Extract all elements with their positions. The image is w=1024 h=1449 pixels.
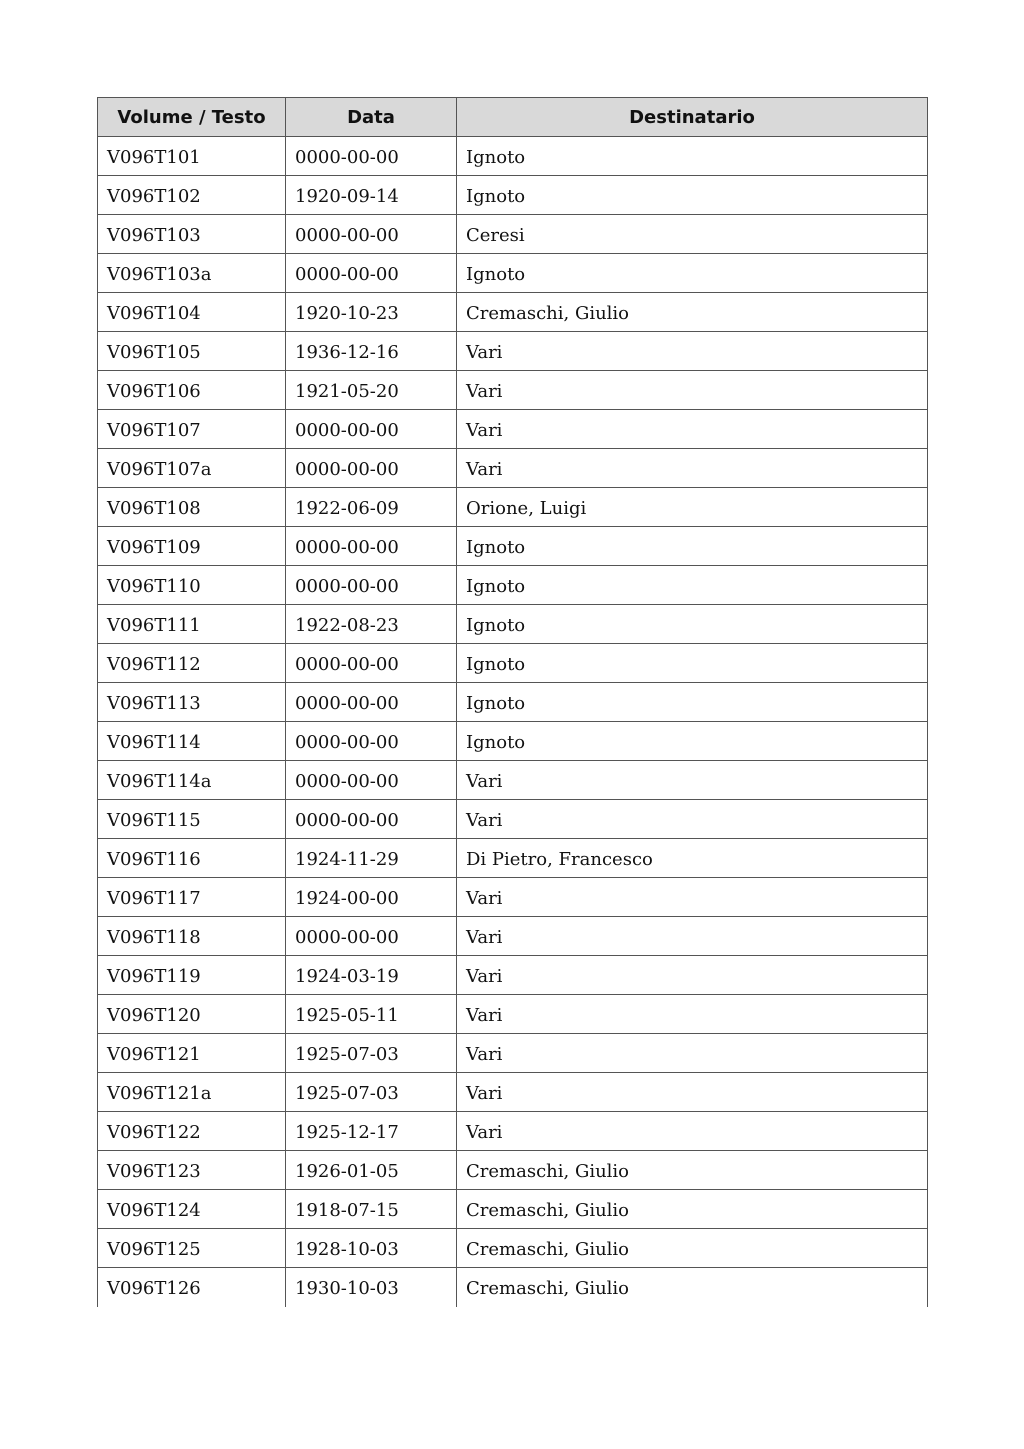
cell-destinatario: Vari	[457, 410, 928, 449]
cell-destinatario: Di Pietro, Francesco	[457, 839, 928, 878]
cell-volume-testo: V096T107	[98, 410, 286, 449]
cell-destinatario: Vari	[457, 878, 928, 917]
cell-destinatario: Ignoto	[457, 527, 928, 566]
cell-volume-testo: V096T118	[98, 917, 286, 956]
table-row	[98, 1229, 928, 1268]
cell-data: 1926-01-05	[286, 1151, 457, 1190]
cell-volume-testo: V096T103	[98, 215, 286, 254]
cell-destinatario: Vari	[457, 1034, 928, 1073]
table-row	[98, 527, 928, 566]
cell-volume-testo: V096T110	[98, 566, 286, 605]
cell-data: 0000-00-00	[286, 761, 457, 800]
cell-volume-testo: V096T120	[98, 995, 286, 1034]
table-row	[98, 956, 928, 995]
cell-volume-testo: V096T123	[98, 1151, 286, 1190]
table-row	[98, 449, 928, 488]
cell-volume-testo: V096T117	[98, 878, 286, 917]
cell-volume-testo: V096T101	[98, 137, 286, 176]
cell-destinatario: Cremaschi, Giulio	[457, 1229, 928, 1268]
table-row	[98, 722, 928, 761]
cell-destinatario: Vari	[457, 956, 928, 995]
table-row	[98, 566, 928, 605]
cell-data: 1930-10-03	[286, 1268, 457, 1307]
cell-volume-testo: V096T113	[98, 683, 286, 722]
table-row	[98, 878, 928, 917]
cell-volume-testo: V096T116	[98, 839, 286, 878]
cell-data: 0000-00-00	[286, 254, 457, 293]
table-body	[98, 137, 928, 1307]
header-destinatario: Destinatario	[457, 98, 928, 137]
table-row	[98, 605, 928, 644]
table-header	[98, 98, 928, 137]
cell-data: 1925-07-03	[286, 1073, 457, 1112]
cell-volume-testo: V096T122	[98, 1112, 286, 1151]
cell-volume-testo: V096T115	[98, 800, 286, 839]
cell-destinatario: Ignoto	[457, 644, 928, 683]
cell-destinatario: Cremaschi, Giulio	[457, 1268, 928, 1307]
table-row	[98, 644, 928, 683]
table-row	[98, 410, 928, 449]
table-row	[98, 1073, 928, 1112]
cell-data: 1920-09-14	[286, 176, 457, 215]
cell-data: 1920-10-23	[286, 293, 457, 332]
cell-volume-testo: V096T126	[98, 1268, 286, 1307]
cell-destinatario: Vari	[457, 1112, 928, 1151]
cell-destinatario: Ignoto	[457, 605, 928, 644]
cell-destinatario: Orione, Luigi	[457, 488, 928, 527]
cell-data: 1925-12-17	[286, 1112, 457, 1151]
cell-volume-testo: V096T114	[98, 722, 286, 761]
cell-data: 1924-11-29	[286, 839, 457, 878]
cell-destinatario: Cremaschi, Giulio	[457, 1151, 928, 1190]
cell-data: 1918-07-15	[286, 1190, 457, 1229]
cell-volume-testo: V096T124	[98, 1190, 286, 1229]
table-row	[98, 1190, 928, 1229]
cell-destinatario: Ignoto	[457, 683, 928, 722]
cell-volume-testo: V096T103a	[98, 254, 286, 293]
table-row	[98, 761, 928, 800]
cell-destinatario: Ignoto	[457, 254, 928, 293]
cell-volume-testo: V096T119	[98, 956, 286, 995]
table-row	[98, 800, 928, 839]
cell-destinatario: Vari	[457, 800, 928, 839]
cell-destinatario: Ignoto	[457, 566, 928, 605]
cell-destinatario: Vari	[457, 995, 928, 1034]
table-row	[98, 1268, 928, 1307]
header-volume-testo: Volume / Testo	[98, 98, 286, 137]
cell-volume-testo: V096T104	[98, 293, 286, 332]
cell-data: 0000-00-00	[286, 137, 457, 176]
table-row	[98, 215, 928, 254]
cell-volume-testo: V096T106	[98, 371, 286, 410]
cell-data: 0000-00-00	[286, 644, 457, 683]
header-row	[98, 98, 928, 137]
cell-data: 0000-00-00	[286, 917, 457, 956]
cell-data: 1925-05-11	[286, 995, 457, 1034]
cell-destinatario: Ceresi	[457, 215, 928, 254]
cell-volume-testo: V096T105	[98, 332, 286, 371]
table-row	[98, 137, 928, 176]
cell-data: 1936-12-16	[286, 332, 457, 371]
cell-data: 0000-00-00	[286, 215, 457, 254]
cell-volume-testo: V096T111	[98, 605, 286, 644]
cell-destinatario: Ignoto	[457, 176, 928, 215]
cell-volume-testo: V096T114a	[98, 761, 286, 800]
table-row	[98, 917, 928, 956]
cell-destinatario: Cremaschi, Giulio	[457, 293, 928, 332]
cell-data: 0000-00-00	[286, 722, 457, 761]
letters-table	[97, 97, 928, 1307]
cell-destinatario: Cremaschi, Giulio	[457, 1190, 928, 1229]
cell-volume-testo: V096T102	[98, 176, 286, 215]
cell-data: 1921-05-20	[286, 371, 457, 410]
table-row	[98, 293, 928, 332]
cell-volume-testo: V096T109	[98, 527, 286, 566]
table-row	[98, 371, 928, 410]
cell-destinatario: Vari	[457, 449, 928, 488]
cell-volume-testo: V096T121a	[98, 1073, 286, 1112]
table-row	[98, 683, 928, 722]
cell-volume-testo: V096T108	[98, 488, 286, 527]
cell-data: 0000-00-00	[286, 683, 457, 722]
cell-data: 1928-10-03	[286, 1229, 457, 1268]
table-row	[98, 995, 928, 1034]
header-data: Data	[286, 98, 457, 137]
cell-destinatario: Vari	[457, 332, 928, 371]
cell-destinatario: Vari	[457, 761, 928, 800]
cell-destinatario: Vari	[457, 371, 928, 410]
cell-data: 1922-08-23	[286, 605, 457, 644]
cell-destinatario: Ignoto	[457, 137, 928, 176]
table-row	[98, 488, 928, 527]
table-row	[98, 176, 928, 215]
cell-volume-testo: V096T112	[98, 644, 286, 683]
cell-volume-testo: V096T125	[98, 1229, 286, 1268]
cell-data: 0000-00-00	[286, 800, 457, 839]
cell-data: 1924-00-00	[286, 878, 457, 917]
cell-data: 0000-00-00	[286, 449, 457, 488]
cell-destinatario: Vari	[457, 1073, 928, 1112]
cell-data: 0000-00-00	[286, 566, 457, 605]
cell-destinatario: Vari	[457, 917, 928, 956]
cell-data: 1925-07-03	[286, 1034, 457, 1073]
table-row	[98, 1034, 928, 1073]
cell-volume-testo: V096T107a	[98, 449, 286, 488]
table-row	[98, 839, 928, 878]
cell-data: 1922-06-09	[286, 488, 457, 527]
cell-destinatario: Ignoto	[457, 722, 928, 761]
cell-data: 0000-00-00	[286, 527, 457, 566]
cell-data: 0000-00-00	[286, 410, 457, 449]
cell-volume-testo: V096T121	[98, 1034, 286, 1073]
cell-data: 1924-03-19	[286, 956, 457, 995]
table-row	[98, 1151, 928, 1190]
table-row	[98, 1112, 928, 1151]
table-row	[98, 332, 928, 371]
table-row	[98, 254, 928, 293]
